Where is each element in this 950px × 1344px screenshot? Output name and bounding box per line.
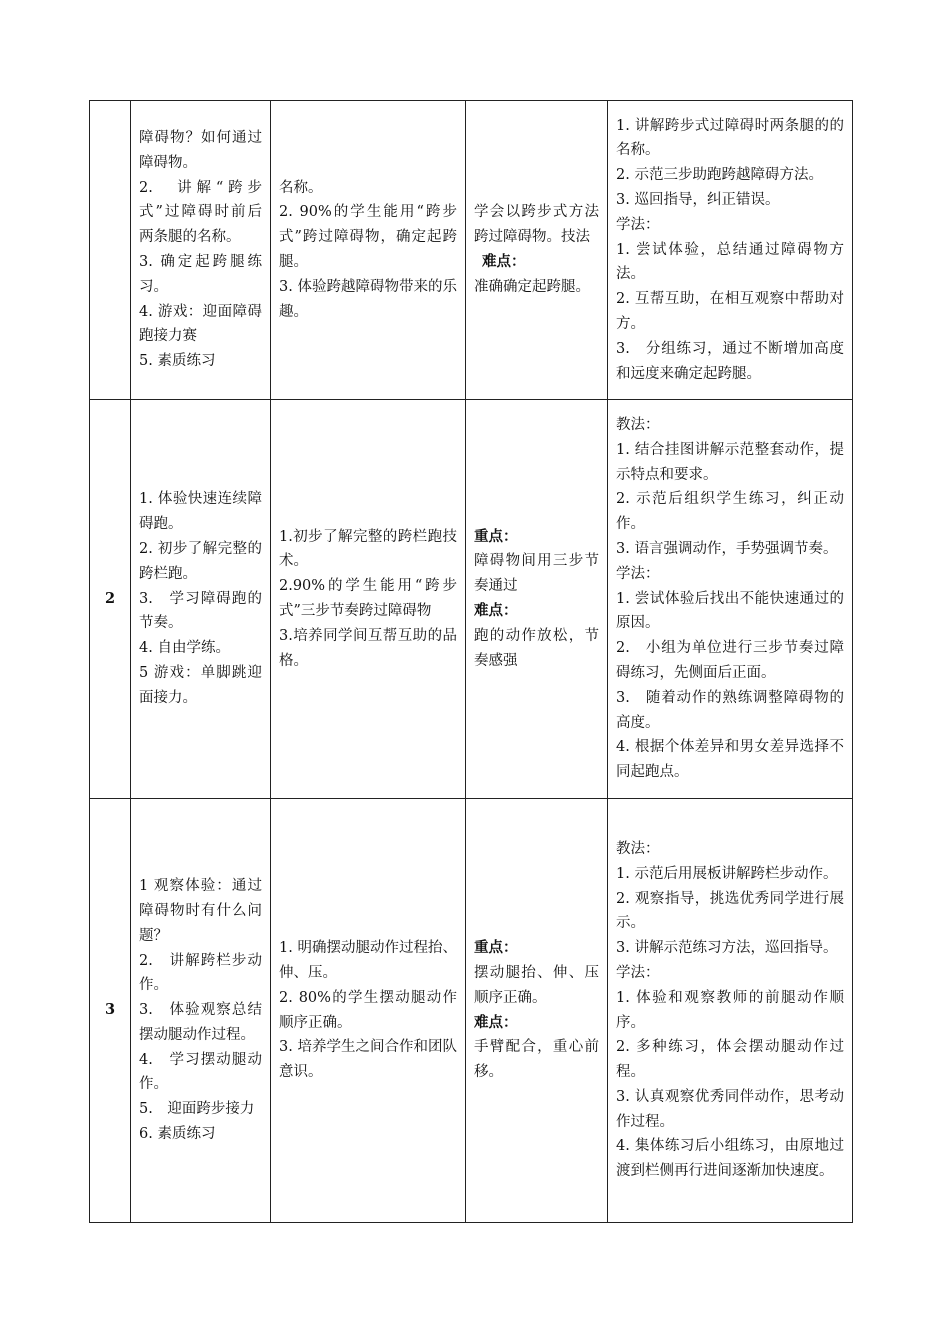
difficulty-label: 难点：: [482, 253, 526, 270]
method-line: 学法：: [616, 565, 660, 582]
content-line: 4. 游戏：迎面障碍跑接力赛: [139, 303, 262, 345]
method-line: 3. 分组练习，通过不断增加高度和远度来确定起跨腿。: [616, 340, 844, 382]
content-cell: [131, 400, 271, 799]
objective-line: 3. 培养学生之间合作和团队意识。: [279, 1039, 457, 1081]
row-number: 3: [90, 799, 131, 1223]
objective-line: 2. 90%的学生能用“跨步式”跨过障碍物，确定起跨腿。: [279, 204, 457, 270]
content-line: 5. 迎面跨步接力: [139, 1101, 255, 1118]
method-line: 教法：: [616, 840, 660, 857]
content-line: 6. 素质练习: [139, 1126, 216, 1143]
content-line: 3. 体验观察总结摆动腿动作过程。: [139, 1002, 262, 1043]
difficulty-text: 准确确定起跨腿。: [474, 278, 590, 295]
method-line: 3. 随着动作的熟练调整障碍物的高度。: [616, 689, 844, 731]
lesson-plan-table: [89, 100, 853, 1223]
content-line: 5. 素质练习: [139, 353, 216, 370]
methods-cell: [608, 799, 853, 1223]
objective-line: 名称。: [279, 179, 323, 196]
row-number: 2: [90, 400, 131, 799]
content-line: 4. 学习摆动腿动作。: [139, 1051, 262, 1093]
method-line: 1. 尝试体验，总结通过障碍物方法。: [616, 241, 844, 283]
key-point-text: 摆动腿抬、伸、压顺序正确。: [474, 964, 599, 1006]
method-line: 教法：: [616, 417, 660, 434]
method-line: 2. 示范三步助跑跨越障碍方法。: [616, 167, 823, 184]
content-line: 5 游戏：单脚跳迎面接力。: [139, 664, 262, 706]
content-line: 4. 自由学练。: [139, 640, 230, 657]
method-line: 4. 根据个体差异和男女差异选择不同起跑点。: [616, 739, 844, 781]
difficulty-text: 手臂配合，重心前移。: [474, 1039, 599, 1081]
content-line: 3. 学习障碍跑的节奏。: [139, 590, 262, 632]
content-line: 2. 初步了解完整的跨栏跑。: [139, 541, 262, 582]
key-points-cell: [466, 799, 608, 1223]
table-row: [90, 799, 853, 1223]
difficulty-label: 难点：: [474, 1013, 518, 1031]
method-line: 2. 小组为单位进行三步节奏过障碍练习，先侧面后正面。: [616, 640, 844, 681]
method-line: 1. 结合挂图讲解示范整套动作，提示特点和要求。: [616, 441, 844, 483]
method-line: 2. 示范后组织学生练习，纠正动作。: [616, 491, 844, 533]
method-line: 1. 示范后用展板讲解跨栏步动作。: [616, 865, 838, 882]
difficulty-text: 跑的动作放松，节奏感强: [474, 627, 599, 669]
objectives-cell: [271, 101, 466, 400]
table-row: [90, 400, 853, 799]
method-line: 4. 集体练习后小组练习，由原地过渡到栏侧再行进间逐渐加快速度。: [616, 1138, 844, 1180]
content-line: 1. 体验快速连续障碍跑。: [139, 491, 262, 533]
method-line: 1. 讲解跨步式过障碍时两条腿的的名称。: [616, 117, 844, 159]
method-line: 学法：: [616, 964, 660, 981]
objective-line: 1. 明确摆动腿动作过程抬、伸、压。: [279, 940, 457, 981]
method-line: 学法：: [616, 216, 660, 233]
method-line: 1. 尝试体验后找出不能快速通过的原因。: [616, 590, 844, 632]
objective-line: 1.初步了解完整的跨栏跑技术。: [279, 528, 457, 570]
key-point-intro: 学会以跨步式方法跨过障碍物。技法: [474, 204, 599, 246]
content-line: 3. 确定起跨腿练习。: [139, 254, 262, 295]
key-point-text: 障碍物间用三步节奏通过: [474, 553, 599, 595]
objective-line: 2.90%的学生能用“跨步式”三步节奏跨过障碍物: [279, 578, 457, 619]
content-cell: [131, 799, 271, 1223]
content-line: 2. 讲解“跨步式”过障碍时前后两条腿的名称。: [139, 179, 262, 246]
difficulty-label: 难点：: [474, 602, 518, 619]
method-line: 3. 认真观察优秀同伴动作，思考动作过程。: [616, 1088, 844, 1130]
content-line: 障碍物？如何通过障碍物。: [139, 130, 262, 171]
key-points-cell: [466, 101, 608, 400]
content-line: 1 观察体验：通过障碍物时有什么问题？: [139, 878, 262, 944]
objectives-cell: [271, 400, 466, 799]
content-line: 2. 讲解跨栏步动作。: [139, 952, 262, 994]
objective-line: 2. 80%的学生摆动腿动作顺序正确。: [279, 989, 457, 1031]
method-line: 3. 语言强调动作，手势强调节奏。: [616, 541, 838, 557]
table-row: [90, 101, 853, 400]
content-cell: [131, 101, 271, 400]
objective-line: 3.培养同学间互帮互助的品格。: [279, 627, 457, 669]
row-number: [90, 101, 131, 400]
methods-cell: [608, 400, 853, 799]
key-point-label: 重点：: [474, 939, 518, 957]
objectives-cell: [271, 799, 466, 1223]
method-line: 1. 体验和观察教师的前腿动作顺序。: [616, 989, 844, 1031]
method-line: 3. 巡回指导，纠正错误。: [616, 192, 780, 208]
key-point-label: 重点：: [474, 527, 518, 545]
method-line: 2. 观察指导，挑选优秀同学进行展示。: [616, 890, 844, 932]
key-points-cell: [466, 400, 608, 799]
method-line: 2. 互帮互助，在相互观察中帮助对方。: [616, 291, 844, 332]
method-line: 3. 讲解示范练习方法，巡回指导。: [616, 940, 838, 957]
objective-line: 3. 体验跨越障碍物带来的乐趣。: [279, 278, 457, 320]
methods-cell: [608, 101, 853, 400]
method-line: 2. 多种练习，体会摆动腿动作过程。: [616, 1039, 844, 1081]
